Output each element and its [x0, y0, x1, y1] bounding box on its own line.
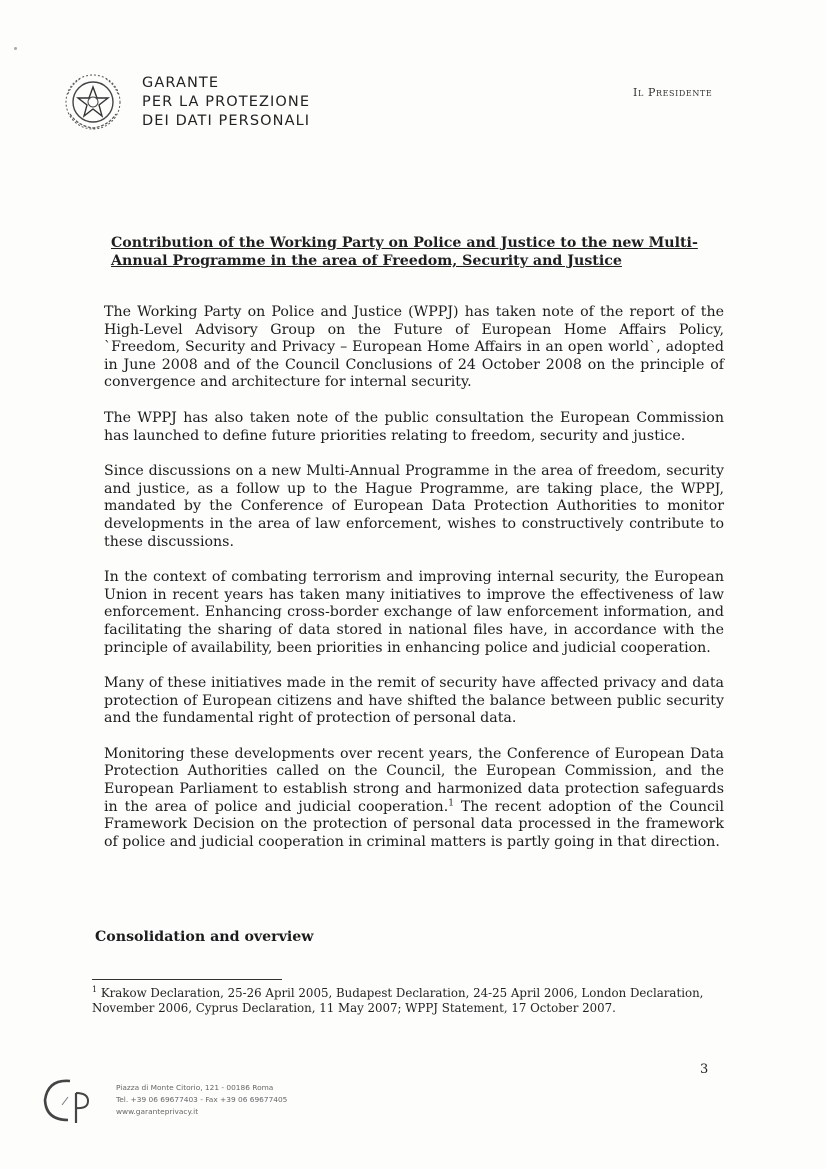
- republic-emblem-icon: [58, 70, 128, 134]
- address-line-2: Tel. +39 06 69677403 - Fax +39 06 69677405: [116, 1095, 288, 1104]
- document-body: [104, 304, 724, 869]
- paragraph-5: Many of these initiatives made in the remit of security have affected privacy and data protection of European citizens and have shifted the balance between public security and the fundamental right of protection of personal data.: [104, 675, 724, 727]
- paragraph-4: In the context of combating terrorism and improving internal security, the European Union in recent years has taken many initiatives to improve the effectiveness of law enforcement. Enhancing cross-border exchange of law enforcement information, and facilitating the sharing of data stored in national files have, in accordance with the principle of availability, been priorities in enhancing police and judicial cooperation.: [104, 569, 724, 656]
- footnote: [92, 986, 712, 1016]
- organization-name: [142, 74, 310, 131]
- footnote-text: Krakow Declaration, 25-26 April 2005, Budapest Declaration, 24-25 April 2006, London Declaration, November 2006, Cyprus Declaration, 11 May 2007; WPPJ Statement, 17 October 2007.: [92, 986, 704, 1015]
- page-number: 3: [700, 1062, 709, 1077]
- org-line-3: DEI DATI PERSONALI: [142, 113, 311, 129]
- scan-speck: [14, 47, 17, 50]
- document-title: Contribution of the Working Party on Police and Justice to the new Multi-Annual Programme in the area of Freedom, Security and Justice: [111, 235, 698, 269]
- paragraph-3: Since discussions on a new Multi-Annual Programme in the area of freedom, security and justice, as a follow up to the Hague Programme, are taking place, the WPPJ, mandated by the Conference of European Data Protection Authorities to monitor developments in the area of law enforcement, wishes to constructively contribute to these discussions.: [104, 463, 724, 550]
- paragraph-2: The WPPJ has also taken note of the public consultation the European Commission has launched to define future priorities relating to freedom, security and justice.: [104, 409, 724, 444]
- org-line-1: GARANTE: [142, 75, 220, 91]
- paragraph-6: [104, 746, 724, 852]
- paragraph-6-text-a: Monitoring these developments over recent years, the Conference of European Data Protection Authorities called on the Council, the European Commission, and the European Parliament to establish strong and harmonized data protection safeguards in the area of police and judicial cooperation.: [104, 745, 724, 815]
- footnote-divider: [92, 979, 282, 980]
- paragraph-1: The Working Party on Police and Justice (WPPJ) has taken note of the report of the High-Level Advisory Group on the Future of European Home Affairs Policy, `Freedom, Security and Privacy – European Home Affairs in an open world`, adopted in June 2008 and of the Council Conclusions of 24 October 2008 on the principle of convergence and architecture for internal security.: [104, 304, 724, 391]
- address-line-1: Piazza di Monte Citorio, 121 - 00186 Roma: [116, 1083, 274, 1092]
- gp-logo-icon: [40, 1075, 90, 1125]
- section-heading: Consolidation and overview: [95, 929, 314, 945]
- paragraph-6-text-b: The recent adoption of the Council Framework Decision on the protection of personal data processed in the framework of police and judicial cooperation in criminal matters is partly going in that direction.: [104, 798, 724, 850]
- footer-address: [116, 1082, 287, 1118]
- president-label: Il Presidente: [633, 86, 713, 99]
- org-line-2: PER LA PROTEZIONE: [142, 94, 311, 110]
- address-line-3: www.garanteprivacy.it: [116, 1107, 199, 1116]
- footnote-reference: 1: [448, 797, 454, 808]
- footnote-marker: 1: [92, 985, 98, 995]
